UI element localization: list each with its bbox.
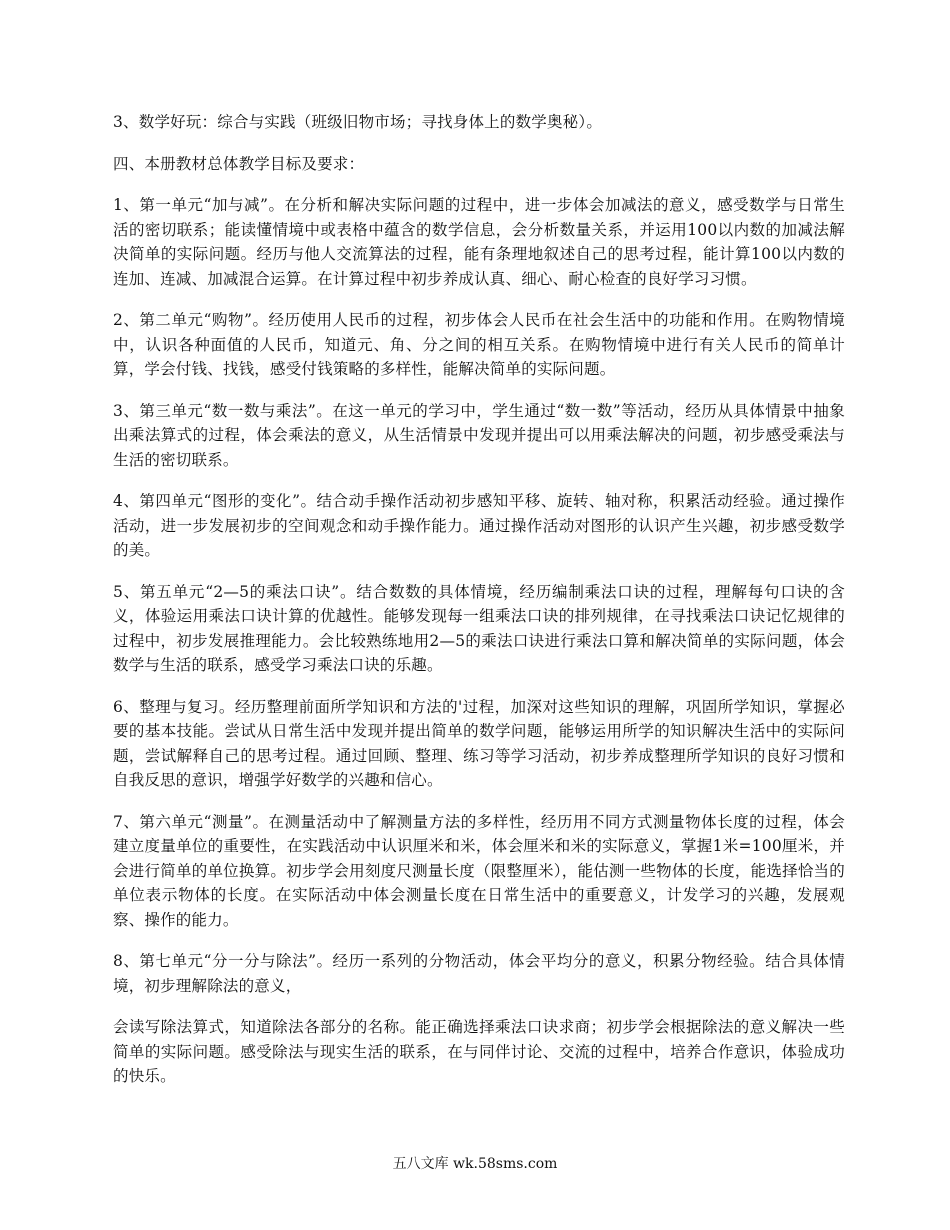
paragraph-unit-3: 3、第三单元“数一数与乘法”。在这一单元的学习中，学生通过“数一数”等活动，经历从具体情景中抽象出乘法算式的过程，体会乘法的意义，从生活情景中发现并提出可以用乘法解决的问题，初步感受乘法与生活的密切联系。 [113,401,845,469]
paragraph-unit-1: 1、第一单元“加与减”。在分析和解决实际问题的过程中，进一步体会加减法的意义，感受数学与日常生活的密切联系；能读懂情境中或表格中蕴含的数学信息，会分析数量关系，并运用100以内数的加减法解决简单的实际问题。经历与他人交流算法的过程，能有条理地叙述自己的思考过程，能计算100以内数的连加、连减、加减混合运算。在计算过程中初步养成认真、细心、耐心检查的良好学习习惯。 [113,196,845,288]
paragraph-unit-5: 5、第五单元“2—5的乘法口诀”。结合数数的具体情境，经历编制乘法口诀的过程，理解每句口诀的含义，体验运用乘法口诀计算的优越性。能够发现每一组乘法口诀的排列规律，在寻找乘法口诀记忆规律的过程中，初步发展推理能力。会比较熟练地用2—5的乘法口诀进行乘法口算和解决简单的实际问题，体会数学与生活的联系，感受学习乘法口诀的乐趣。 [113,582,845,674]
paragraph-unit-7: 8、第七单元“分一分与除法”。经历一系列的分物活动，体会平均分的意义，积累分物经验。结合具体情境，初步理解除法的意义， [113,952,845,995]
paragraph-unit-6: 7、第六单元“测量”。在测量活动中了解测量方法的多样性，经历用不同方式测量物体长度的过程，体会建立度量单位的重要性，在实践活动中认识厘米和米，体会厘米和米的实际意义，掌握1米=100厘米，并会进行简单的单位换算。初步学会用刻度尺测量长度（限整厘米），能估测一些物体的长度，能选择恰当的单位表示物体的长度。在实际活动中体会测量长度在日常生活中的重要意义，计发学习的兴趣，发展观察、操作的能力。 [113,812,845,929]
paragraph-unit-7-continued: 会读写除法算式，知道除法各部分的名称。能正确选择乘法口诀求商；初步学会根据除法的意义解决一些简单的实际问题。感受除法与现实生活的联系，在与同伴讨论、交流的过程中，培养合作意识，体验成功的快乐。 [113,1018,845,1085]
paragraph-review: 6、整理与复习。经历整理前面所学知识和方法的'过程，加深对这些知识的理解，巩固所学知识，掌握必要的基本技能。尝试从日常生活中发现并提出简单的数学问题，能够运用所学的知识解决生活中的实际问题，尝试解释自己的思考过程。通过回顾、整理、练习等学习活动，初步养成整理所学知识的良好习惯和自我反思的意识，增强学好数学的兴趣和信心。 [113,697,845,789]
document-body [113,110,845,1089]
section-heading-goals: 四、本册教材总体教学目标及要求： [113,154,365,173]
paragraph-unit-4: 4、第四单元“图形的变化”。结合动手操作活动初步感知平移、旋转、轴对称，积累活动经验。通过操作活动，进一步发展初步的空间观念和动手操作能力。通过操作活动对图形的认识产生兴趣，初步感受数学的美。 [113,492,845,559]
paragraph-unit-practice: 3、数学好玩：综合与实践（班级旧物市场；寻找身体上的数学奥秘）。 [113,113,603,131]
footer-watermark: 五八文库 wk.58sms.com [392,1156,558,1172]
paragraph-unit-2: 2、第二单元“购物”。经历使用人民币的过程，初步体会人民币在社会生活中的功能和作用。在购物情境中，认识各种面值的人民币，知道元、角、分之间的相互关系。在购物情境中进行有关人民币的简单计算，学会付钱、找钱，感受付钱策略的多样性，能解决简单的实际问题。 [113,311,845,378]
